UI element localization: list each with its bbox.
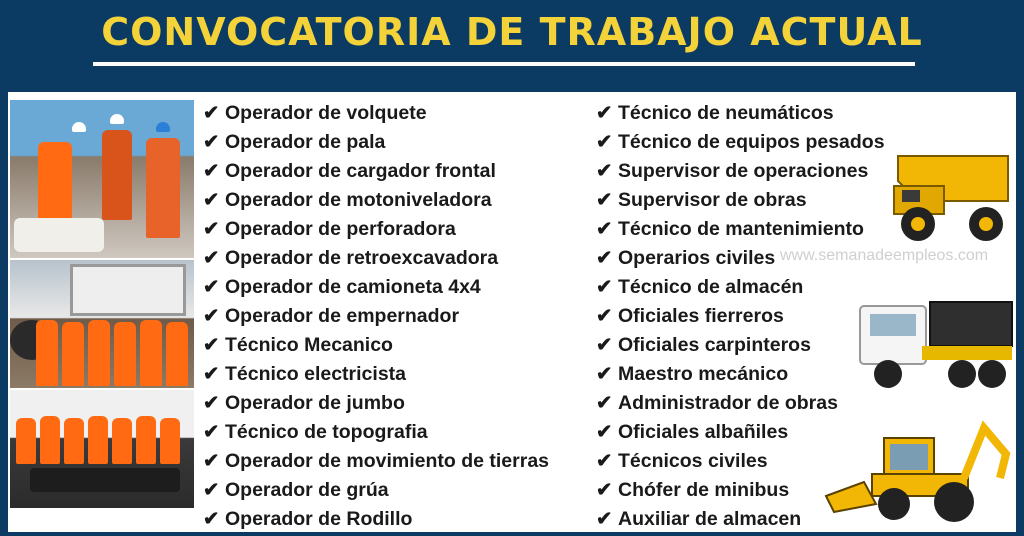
check-icon: ✔ bbox=[203, 160, 220, 182]
job-item bbox=[203, 447, 549, 476]
worker-figure bbox=[62, 322, 84, 386]
check-icon: ✔ bbox=[596, 421, 613, 443]
worker-figure bbox=[36, 320, 58, 386]
worker-figure bbox=[88, 320, 110, 386]
check-icon: ✔ bbox=[203, 189, 220, 211]
check-icon: ✔ bbox=[596, 363, 613, 385]
page-title: CONVOCATORIA DE TRABAJO ACTUAL bbox=[101, 10, 923, 54]
job-item bbox=[203, 128, 549, 157]
backhoe-loader-icon bbox=[824, 408, 1014, 526]
check-icon: ✔ bbox=[203, 131, 220, 153]
job-label: Operador de empernador bbox=[225, 305, 460, 327]
job-label: Oficiales fierreros bbox=[618, 305, 784, 327]
job-label: Técnico de mantenimiento bbox=[618, 218, 864, 240]
job-label: Operador de grúa bbox=[225, 479, 389, 501]
check-icon: ✔ bbox=[596, 131, 613, 153]
check-icon: ✔ bbox=[203, 392, 220, 414]
helmet bbox=[72, 122, 86, 132]
check-icon: ✔ bbox=[596, 479, 613, 501]
check-icon: ✔ bbox=[203, 305, 220, 327]
check-icon: ✔ bbox=[203, 508, 220, 530]
job-item bbox=[596, 128, 885, 157]
photo-team-group bbox=[10, 390, 194, 508]
check-icon: ✔ bbox=[596, 276, 613, 298]
job-label: Chófer de minibus bbox=[618, 479, 790, 501]
check-icon: ✔ bbox=[596, 450, 613, 472]
job-item bbox=[203, 505, 549, 534]
job-label: Oficiales albañiles bbox=[618, 421, 789, 443]
check-icon: ✔ bbox=[596, 305, 613, 327]
check-icon: ✔ bbox=[203, 479, 220, 501]
job-item bbox=[203, 331, 549, 360]
mining-truck-icon bbox=[888, 146, 1014, 246]
job-item bbox=[203, 215, 549, 244]
job-label: Auxiliar de almacen bbox=[618, 508, 802, 530]
check-icon: ✔ bbox=[203, 450, 220, 472]
worker-figure bbox=[102, 130, 132, 220]
job-label: Operarios civiles bbox=[618, 247, 776, 269]
job-item bbox=[203, 476, 549, 505]
worker-figure bbox=[166, 322, 188, 386]
worker-figure bbox=[40, 416, 60, 464]
check-icon: ✔ bbox=[596, 508, 613, 530]
job-list-left bbox=[203, 99, 549, 534]
check-icon: ✔ bbox=[203, 363, 220, 385]
header-banner bbox=[0, 0, 1024, 92]
job-label: Técnico de equipos pesados bbox=[618, 131, 885, 153]
job-label: Oficiales carpinteros bbox=[618, 334, 811, 356]
job-item bbox=[203, 418, 549, 447]
job-item bbox=[203, 273, 549, 302]
dump-truck-icon bbox=[852, 294, 1014, 392]
job-item bbox=[203, 389, 549, 418]
worker-figure bbox=[140, 320, 162, 386]
job-label: Operador de cargador frontal bbox=[225, 160, 496, 182]
job-label: Operador de retroexcavadora bbox=[225, 247, 499, 269]
job-item bbox=[203, 99, 549, 128]
job-label: Operador de motoniveladora bbox=[225, 189, 492, 211]
job-item bbox=[596, 99, 885, 128]
worker-figure bbox=[16, 418, 36, 464]
worker-figure bbox=[64, 418, 84, 464]
worker-figure bbox=[112, 418, 132, 464]
worker-figure bbox=[136, 416, 156, 464]
check-icon: ✔ bbox=[596, 334, 613, 356]
photo-collage bbox=[10, 100, 194, 508]
watermark: www.semanadeempleos.com bbox=[780, 247, 989, 264]
table bbox=[30, 468, 180, 492]
job-label: Técnico Mecanico bbox=[225, 334, 393, 356]
worker-figure bbox=[114, 322, 136, 386]
check-icon: ✔ bbox=[203, 102, 220, 124]
check-icon: ✔ bbox=[203, 247, 220, 269]
job-item bbox=[203, 186, 549, 215]
job-label: Técnicos civiles bbox=[618, 450, 768, 472]
job-item bbox=[596, 186, 885, 215]
worker-figure bbox=[38, 142, 72, 222]
worker-figure bbox=[146, 138, 180, 238]
job-item bbox=[596, 157, 885, 186]
job-label: Operador de Rodillo bbox=[225, 508, 413, 530]
job-item bbox=[596, 215, 885, 244]
title-underline bbox=[93, 62, 915, 66]
worker-figure bbox=[88, 416, 108, 464]
check-icon: ✔ bbox=[596, 392, 613, 414]
job-item bbox=[203, 360, 549, 389]
photo-crane-crew bbox=[10, 260, 194, 388]
job-label: Técnico de almacén bbox=[618, 276, 804, 298]
check-icon: ✔ bbox=[596, 247, 613, 269]
job-item bbox=[596, 273, 885, 302]
job-label: Operador de camioneta 4x4 bbox=[225, 276, 481, 298]
sacks bbox=[14, 218, 104, 252]
job-item bbox=[203, 244, 549, 273]
job-label: Operador de pala bbox=[225, 131, 386, 153]
crane-cab bbox=[70, 264, 186, 316]
helmet bbox=[110, 114, 124, 124]
job-label: Administrador de obras bbox=[618, 392, 838, 414]
check-icon: ✔ bbox=[596, 218, 613, 240]
job-item bbox=[596, 331, 885, 360]
job-label: Técnico de neumáticos bbox=[618, 102, 834, 124]
check-icon: ✔ bbox=[203, 421, 220, 443]
worker-figure bbox=[160, 418, 180, 464]
job-label: Operador de jumbo bbox=[225, 392, 405, 414]
job-label: Técnico de topografia bbox=[225, 421, 428, 443]
job-item bbox=[203, 302, 549, 331]
check-icon: ✔ bbox=[596, 160, 613, 182]
check-icon: ✔ bbox=[596, 102, 613, 124]
check-icon: ✔ bbox=[203, 218, 220, 240]
job-label: Supervisor de obras bbox=[618, 189, 807, 211]
job-item bbox=[203, 157, 549, 186]
photo-mine-workers bbox=[10, 100, 194, 258]
job-label: Operador de perforadora bbox=[225, 218, 456, 240]
job-label: Operador de movimiento de tierras bbox=[225, 450, 550, 472]
check-icon: ✔ bbox=[596, 189, 613, 211]
job-label: Maestro mecánico bbox=[618, 363, 789, 385]
job-item bbox=[596, 360, 885, 389]
helmet bbox=[156, 122, 170, 132]
job-label: Operador de volquete bbox=[225, 102, 427, 124]
job-label: Técnico electricista bbox=[225, 363, 407, 385]
check-icon: ✔ bbox=[203, 334, 220, 356]
check-icon: ✔ bbox=[203, 276, 220, 298]
job-item bbox=[596, 302, 885, 331]
job-label: Supervisor de operaciones bbox=[618, 160, 869, 182]
